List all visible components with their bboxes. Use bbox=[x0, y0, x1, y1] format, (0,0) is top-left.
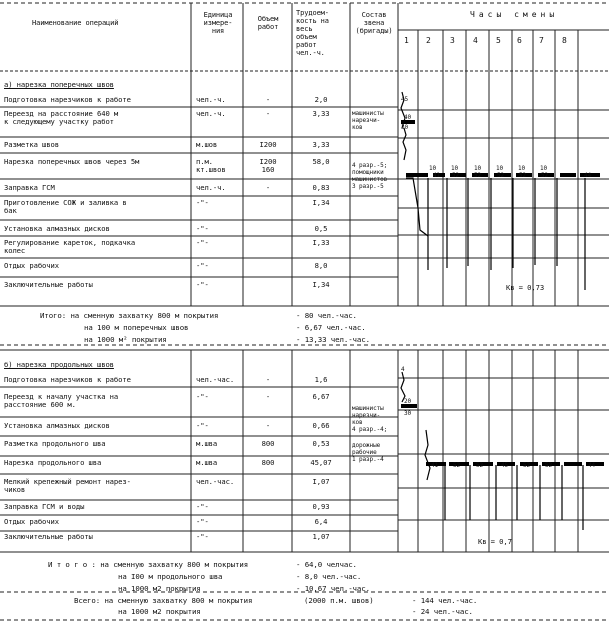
grand-total-extra: (2000 п.м. швов) bbox=[304, 596, 374, 605]
schedule-mark: 10 bbox=[540, 165, 548, 172]
schedule-mark: 10 bbox=[429, 165, 437, 172]
operation-name: Переезд на расстояние 640 м к следующему участку работ bbox=[4, 109, 119, 126]
operation-volume: - bbox=[265, 375, 271, 384]
operation-labor: 0,5 bbox=[314, 224, 328, 233]
operation-labor: 1,6 bbox=[314, 375, 328, 384]
operation-name: Заключительные работы bbox=[4, 532, 93, 541]
schedule-mark: 10 bbox=[496, 165, 504, 172]
operation-unit: -"- bbox=[196, 532, 209, 541]
operation-unit: чел.-час. bbox=[196, 477, 235, 486]
schedule-mark: 52 bbox=[476, 462, 484, 469]
header-labor: Трудоем- кость на весь объем работ чел.-ч. bbox=[296, 9, 329, 57]
schedule-mark: 41 bbox=[431, 462, 439, 469]
operation-name: Установка алмазных дисков bbox=[4, 421, 110, 430]
operation-name: Приготовление СОЖ и заливка в бак bbox=[4, 198, 127, 215]
header-volume: Объем работ bbox=[257, 15, 279, 31]
operation-name: Отдых рабочих bbox=[4, 517, 59, 526]
operation-name: Заключительные работы bbox=[4, 280, 93, 289]
section-a-team: машинисты нарезчи- ков bbox=[352, 110, 384, 131]
operation-unit: м.шва bbox=[196, 439, 218, 448]
section-b-team: машинисты нарезчи- ков 4 разр.-4; bbox=[352, 405, 388, 433]
schedule-mark: 52 bbox=[541, 172, 549, 179]
schedule-mark: 30 bbox=[401, 124, 409, 131]
operation-volume: 800 bbox=[261, 439, 275, 448]
schedule-mark: 52 bbox=[523, 462, 531, 469]
operation-labor: 8,0 bbox=[314, 261, 328, 270]
schedule-mark: 44 bbox=[588, 462, 596, 469]
total-value: - 64,0 челчас. bbox=[296, 560, 357, 569]
section-b-kv: Кв = 0,7 bbox=[478, 537, 512, 546]
operation-volume: I200 160 bbox=[259, 157, 277, 174]
operation-unit: -"- bbox=[196, 502, 209, 511]
schedule-mark: 52 bbox=[545, 462, 553, 469]
schedule-mark: 52 bbox=[452, 172, 460, 179]
operation-unit: -"- bbox=[196, 517, 209, 526]
schedule-mark: 4 bbox=[401, 366, 405, 373]
header-team: Состав звена (бригады) bbox=[355, 11, 393, 35]
grand-total-value: - 24 чел.-час. bbox=[412, 607, 473, 616]
operation-unit: чел.-ч. bbox=[196, 95, 226, 104]
hour-label-4: 4 bbox=[473, 36, 478, 45]
total-value: - 13,33 чел.-час. bbox=[296, 335, 370, 344]
operation-name: Нарезка поперечных швов через 5м bbox=[4, 157, 140, 166]
operation-labor: 3,33 bbox=[312, 140, 330, 149]
schedule-mark: 44 bbox=[584, 172, 592, 179]
operation-labor: I,07 bbox=[312, 477, 330, 486]
total-label: на I00 м продольного шва bbox=[118, 572, 223, 581]
schedule-mark: 10 bbox=[451, 165, 459, 172]
operation-name: Регулирование кареток, подкачка колес bbox=[4, 238, 136, 255]
operation-name: Разметка швов bbox=[4, 140, 59, 149]
schedule-mark: 40 bbox=[404, 114, 412, 121]
operation-labor: 6,4 bbox=[314, 517, 328, 526]
operation-labor: I,33 bbox=[312, 238, 330, 247]
total-value: - 8,0 чел.-час. bbox=[296, 572, 362, 581]
operation-unit: чел.-ч. bbox=[196, 109, 226, 118]
hour-label-6: 6 bbox=[517, 36, 522, 45]
operation-labor: 1,07 bbox=[312, 532, 330, 541]
operation-volume: - bbox=[265, 421, 271, 430]
operation-labor: 0,83 bbox=[312, 183, 330, 192]
operation-volume: - bbox=[265, 392, 271, 401]
hour-label-3: 3 bbox=[450, 36, 455, 45]
operation-labor: 0,66 bbox=[312, 421, 330, 430]
operation-volume: 800 bbox=[261, 458, 275, 467]
section-a-title: а) нарезка поперечных швов bbox=[4, 80, 114, 89]
operation-labor: 2,0 bbox=[314, 95, 328, 104]
schedule-mark: 30 bbox=[404, 410, 412, 417]
operation-name: Подготовка нарезчиков к работе bbox=[4, 95, 131, 104]
hour-label-2: 2 bbox=[426, 36, 431, 45]
hour-label-1: 1 bbox=[404, 36, 409, 45]
operation-name: Мелкий крепежный ремонт нарез- чиков bbox=[4, 477, 131, 494]
total-value: - 80 чел.-час. bbox=[296, 311, 357, 320]
schedule-mark: 52 bbox=[519, 172, 527, 179]
grand-total-value: - 144 чел.-час. bbox=[412, 596, 478, 605]
grand-total-label: на 1000 м2 покрытия bbox=[118, 607, 201, 616]
grand-total-label: Всего: на сменную захватку 800 м покрытия bbox=[74, 596, 253, 605]
total-label: на 1000 м² покрытия bbox=[84, 335, 167, 344]
operation-name: Установка алмазных дисков bbox=[4, 224, 110, 233]
section-b-team-2: дорожные рабочие 1 разр.-4 bbox=[352, 442, 384, 463]
operation-labor: 45,07 bbox=[310, 458, 332, 467]
schedule-mark: 10 bbox=[518, 165, 526, 172]
schedule-mark: 52 bbox=[497, 172, 505, 179]
operation-volume: - bbox=[265, 109, 271, 118]
total-label: на 1000 м2 покрытия bbox=[118, 584, 201, 593]
total-label: Итого: на сменную захватку 800 м покрытия bbox=[40, 311, 219, 320]
operation-unit: -"- bbox=[196, 392, 209, 401]
operation-labor: 58,0 bbox=[312, 157, 330, 166]
operation-unit: п.м. кт.швов bbox=[196, 157, 226, 174]
hour-label-5: 5 bbox=[496, 36, 501, 45]
operation-labor: 6,67 bbox=[312, 392, 330, 401]
operation-unit: -"- bbox=[196, 238, 209, 247]
operation-volume: I200 bbox=[259, 140, 277, 149]
header-unit: Единица измере- ния bbox=[203, 11, 233, 35]
operation-labor: I,34 bbox=[312, 198, 330, 207]
operation-unit: чел.-ч. bbox=[196, 183, 226, 192]
schedule-mark: 20 bbox=[404, 398, 412, 405]
operation-labor: 3,33 bbox=[312, 109, 330, 118]
operation-name: Заправка ГСМ и воды bbox=[4, 502, 85, 511]
schedule-mark: 10 bbox=[474, 165, 482, 172]
header-operation: Наименование операций bbox=[32, 19, 119, 27]
operation-name: Переезд к началу участка на расстояние 600 м. bbox=[4, 392, 119, 409]
operation-labor: 0,53 bbox=[312, 439, 330, 448]
operation-name: Подготовка нарезчиков к работе bbox=[4, 375, 131, 384]
operation-unit: -"- bbox=[196, 198, 209, 207]
operation-labor: 0,93 bbox=[312, 502, 330, 511]
operation-name: Отдых рабочих bbox=[4, 261, 59, 270]
schedule-mark: 45 bbox=[501, 462, 509, 469]
operation-volume: - bbox=[265, 183, 271, 192]
total-label: на 100 м поперечных швов bbox=[84, 323, 189, 332]
hour-label-8: 8 bbox=[562, 36, 567, 45]
section-a-team-2: 4 разр.-5; помощники машинистов 3 разр.-5 bbox=[352, 162, 388, 190]
operation-unit: -"- bbox=[196, 421, 209, 430]
schedule-mark: 52 bbox=[453, 462, 461, 469]
operation-unit: -"- bbox=[196, 224, 209, 233]
total-label: И т о г о : на сменную захватку 800 м покрытия bbox=[48, 560, 249, 569]
operation-unit: м.шов bbox=[196, 140, 218, 149]
operation-unit: -"- bbox=[196, 261, 209, 270]
operation-volume: - bbox=[265, 95, 271, 104]
total-value: - 10,67 чел.-час. bbox=[296, 584, 370, 593]
operation-unit: м.шва bbox=[196, 458, 218, 467]
operation-name: Заправка ГСМ bbox=[4, 183, 55, 192]
schedule-mark: 41 bbox=[433, 172, 441, 179]
header-hours-title: Часы смены bbox=[470, 10, 559, 19]
section-a-kv: Кв = 0,73 bbox=[506, 283, 545, 292]
operation-unit: -"- bbox=[196, 280, 209, 289]
hour-label-7: 7 bbox=[539, 36, 544, 45]
operation-name: Нарезка продольного шва bbox=[4, 458, 102, 467]
section-b-title: б) нарезка продольных швов bbox=[4, 360, 114, 369]
operation-unit: чел.-час. bbox=[196, 375, 235, 384]
schedule-mark: 45 bbox=[401, 96, 409, 103]
operation-name: Разметка продольного шва bbox=[4, 439, 106, 448]
total-value: - 6,67 чел.-час. bbox=[296, 323, 366, 332]
schedule-mark: 52 bbox=[474, 172, 482, 179]
operation-labor: I,34 bbox=[312, 280, 330, 289]
